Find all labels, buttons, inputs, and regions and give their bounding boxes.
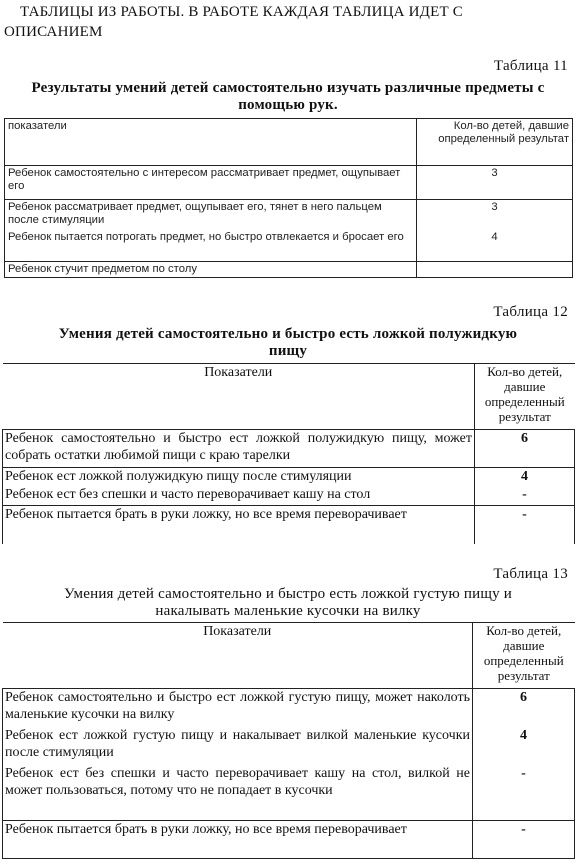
table-13-number: Таблица 13 — [493, 566, 568, 582]
row-label: Ребенок ест ложкой густую пищу и накалывает вилкой маленькие кусочки после стимуляции — [3, 727, 473, 765]
row-value: - — [475, 506, 575, 544]
table-12-title-line-1: Умения детей самостоятельно и быстро есть ложкой полужидкую — [58, 326, 518, 342]
table-header-row — [3, 623, 575, 689]
table-12-title — [0, 326, 576, 360]
table-row — [5, 166, 573, 200]
page-header — [0, 2, 576, 42]
header-cell-count: Кол-во детей, давшие определенный результат — [475, 364, 575, 430]
row-value: 6 — [475, 430, 575, 468]
table-header-row — [5, 119, 573, 166]
row-label: Ребенок пытается потрогать предмет, но быстро отвлекается и бросает его — [5, 230, 417, 262]
table-11-title — [0, 80, 576, 114]
row-label: Ребенок самостоятельно и быстро ест ложкой полужидкую пищу, может собрать остатки любимой пищи с краю тарелки — [3, 430, 475, 468]
table-13 — [2, 622, 575, 859]
header-cell-count: Кол-во детей, давшие определенный результат — [417, 119, 573, 166]
header-line-1: ТАБЛИЦЫ ИЗ РАБОТЫ. В РАБОТЕ КАЖДАЯ ТАБЛИЦА ИДЕТ С — [20, 4, 463, 20]
table-11-title-line-1: Результаты умений детей самостоятельно изучать различные предметы с — [31, 80, 545, 96]
row-value: 4 — [417, 230, 573, 262]
table-row — [3, 821, 575, 859]
table-13-title — [0, 586, 576, 620]
table-row — [3, 727, 575, 765]
row-value: 3 — [417, 166, 573, 200]
row-label: Ребенок ест без спешки и часто переворачивает кашу на стол, вилкой не может пользоваться, потому что не попадает в кусочки — [3, 765, 473, 821]
table-row — [3, 486, 575, 506]
row-label: Ребенок пытается брать в руки ложку, но все время переворачивает — [3, 506, 475, 544]
row-value: 3 — [417, 200, 573, 230]
header-cell-indicators: показатели — [5, 119, 417, 166]
table-row — [3, 468, 575, 486]
row-value: - — [475, 486, 575, 506]
header-cell-indicators: Показатели — [3, 364, 475, 430]
row-value — [417, 262, 573, 278]
table-11-number: Таблица 11 — [493, 58, 568, 74]
table-row — [5, 230, 573, 262]
row-value: - — [473, 821, 575, 859]
row-value: - — [473, 765, 575, 821]
table-row — [5, 200, 573, 230]
table-12 — [2, 363, 575, 544]
table-12-title-line-2: пищу — [268, 343, 308, 359]
table-row — [3, 430, 575, 468]
table-row — [3, 689, 575, 727]
row-label: Ребенок пытается брать в руки ложку, но все время переворачивает — [3, 821, 473, 859]
table-13-title-line-1: Умения детей самостоятельно и быстро есть ложкой густую пищу и — [64, 586, 512, 602]
table-12-number: Таблица 12 — [493, 304, 568, 320]
row-label: Ребенок ест ложкой полужидкую пищу после стимуляции — [3, 468, 475, 486]
table-13-title-line-2: накалывать маленькие кусочки на вилку — [155, 603, 421, 619]
header-line-2: ОПИСАНИЕМ — [4, 24, 103, 40]
table-11 — [4, 118, 573, 278]
row-label: Ребенок ест без спешки и часто переворачивает кашу на стол — [3, 486, 475, 506]
row-value: 6 — [473, 689, 575, 727]
row-value: 4 — [475, 468, 575, 486]
table-row — [3, 765, 575, 821]
row-label: Ребенок стучит предметом по столу — [5, 262, 417, 278]
table-row — [3, 506, 575, 544]
table-11-title-line-2: помощью рук. — [238, 97, 338, 113]
table-row — [5, 262, 573, 278]
row-label: Ребенок самостоятельно с интересом рассматривает предмет, ощупывает его — [5, 166, 417, 200]
header-cell-indicators: Показатели — [3, 623, 473, 689]
row-label: Ребенок самостоятельно и быстро ест ложкой густую пищу, может наколоть маленькие кусочки на вилку — [3, 689, 473, 727]
table-header-row — [3, 364, 575, 430]
header-cell-count: Кол-во детей, давшие определенный результат — [473, 623, 575, 689]
row-label: Ребенок рассматривает предмет, ощупывает его, тянет в него пальцем после стимуляции — [5, 200, 417, 230]
row-value: 4 — [473, 727, 575, 765]
